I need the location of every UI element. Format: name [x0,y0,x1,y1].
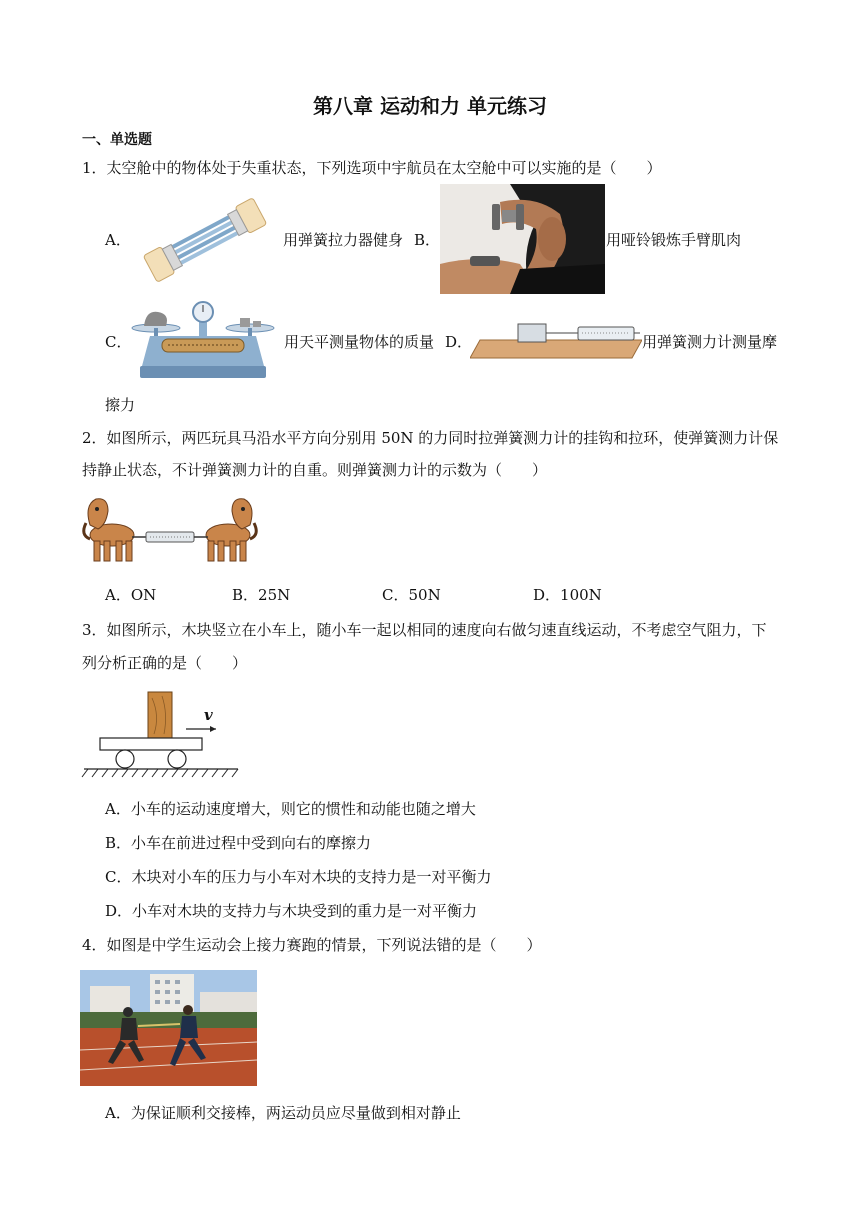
question-2-line-1: 2．如图所示，两匹玩具马沿水平方向分别用 50N 的力同时拉弹簧测力计的挂钩和拉环，使弹簧测力计保 [82,429,779,447]
question-2-line-2: 持静止状态，不计弹簧测力计的自重。则弹簧测力计的示数为（ ） [82,461,548,479]
cart-block-figure [80,688,240,780]
option-a-text: 用弹簧拉力器健身 [283,231,404,249]
q2-option-a: A．ON [105,586,157,604]
balance-scale-image [128,300,278,380]
q3-option-b: B．小车在前进过程中受到向右的摩擦力 [105,834,372,852]
section-heading: 一、单选题 [82,132,152,148]
q3-option-c: C．木块对小车的压力与小车对木块的支持力是一对平衡力 [105,868,492,886]
q3-option-d: D．小车对木块的支持力与木块受到的重力是一对平衡力 [105,902,478,920]
q2-option-c: C．50N [382,586,441,604]
option-d-letter: D． [445,333,473,351]
option-b-text: 用哑铃锻炼手臂肌肉 [606,231,742,249]
q2-option-b: B．25N [232,586,291,604]
option-b-letter: B． [414,231,441,249]
question-3-line-2: 列分析正确的是（ ） [82,654,248,672]
relay-race-photo [80,970,257,1086]
spring-exerciser-image [135,195,275,285]
question-1-stem: 1．太空舱中的物体处于失重状态，下列选项中宇航员在太空舱中可以实施的是（ ） [82,159,662,177]
dumbbell-arm-photo [440,184,605,294]
option-d-text: 用弹簧测力计测量摩 [642,333,778,351]
page-title: 第八章 运动和力 单元练习 [313,94,547,118]
option-a-letter: A． [105,231,131,249]
question-3-line-1: 3．如图所示，木块竖立在小车上，随小车一起以相同的速度向右做匀速直线运动，不考虑空气阻力，下 [82,621,767,639]
spring-meter-friction-image [470,318,642,360]
two-horses-figure [80,495,260,567]
q2-option-d: D．100N [533,586,602,604]
question-4-stem: 4．如图是中学生运动会上接力赛跑的情景，下列说法错的是（ ） [82,936,542,954]
option-c-letter: C． [105,333,132,351]
option-d-text-continued: 擦力 [105,396,136,414]
option-c-text: 用天平测量物体的质量 [284,333,435,351]
q4-option-a: A．为保证顺利交接棒，两运动员应尽量做到相对静止 [105,1104,461,1122]
q3-option-a: A．小车的运动速度增大，则它的惯性和动能也随之增大 [105,800,476,818]
velocity-label: v [204,706,213,724]
